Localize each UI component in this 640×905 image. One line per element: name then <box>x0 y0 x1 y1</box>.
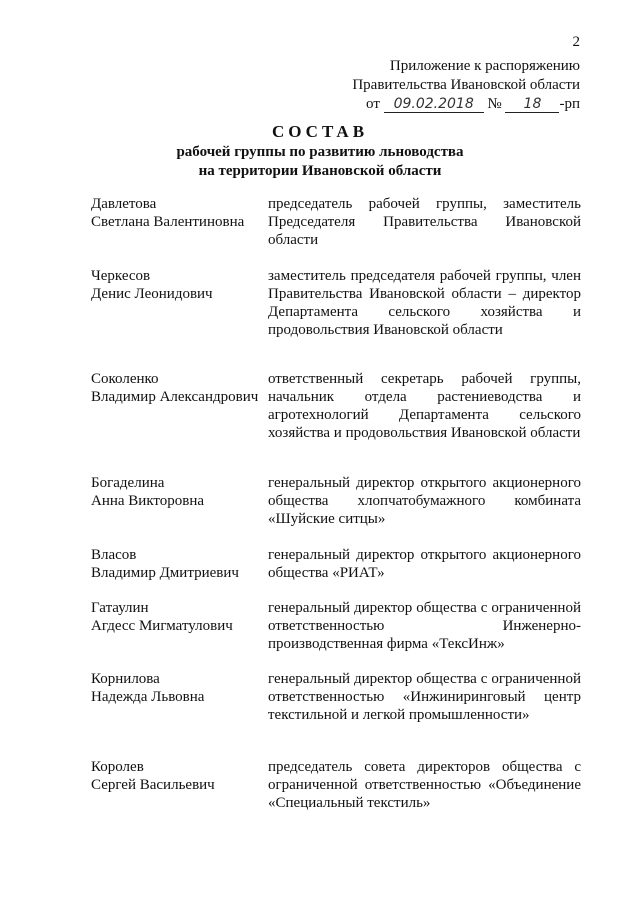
date-prefix: от <box>366 96 380 112</box>
appendix-date-line <box>280 95 580 114</box>
member-entry <box>91 474 581 546</box>
subtitle-line-1: рабочей группы по развитию льноводства <box>176 144 464 160</box>
member-given-names: Светлана Валентиновна <box>91 214 245 230</box>
member-entry <box>91 195 581 267</box>
member-surname: Богаделина <box>91 475 165 491</box>
member-name <box>91 758 268 818</box>
appendix-line-2: Правительства Ивановской области <box>352 77 580 93</box>
member-name <box>91 370 268 474</box>
member-entry <box>91 546 581 599</box>
member-given-names: Владимир Александрович <box>91 389 259 405</box>
number-prefix: № <box>487 96 502 112</box>
member-role: председатель рабочей группы, заместитель Председателя Правительства Ивановской области <box>268 196 581 248</box>
member-given-names: Сергей Васильевич <box>91 777 215 793</box>
member-surname: Королев <box>91 759 144 775</box>
subtitle-line-2: на территории Ивановской области <box>198 163 442 179</box>
member-surname: Гатаулин <box>91 600 149 616</box>
member-given-names: Владимир Дмитриевич <box>91 565 239 581</box>
member-surname: Соколенко <box>91 371 159 387</box>
member-list <box>91 195 581 818</box>
member-surname: Черкесов <box>91 268 151 284</box>
member-role: заместитель председателя рабочей группы, член Правительства Ивановской области – директор Департамента сельского хозяйства и продовольствия Ивановской области <box>268 268 581 338</box>
member-role: генеральный директор общества с ограниченной ответственностью Инженерно-производственная фирма «ТексИнж» <box>268 600 581 652</box>
member-role: генеральный директор открытого акционерного общества «РИАТ» <box>268 547 581 581</box>
appendix-line-1: Приложение к распоряжению <box>389 58 580 74</box>
document-subtitle <box>0 143 640 181</box>
member-role: генеральный директор открытого акционерного общества хлопчатобумажного комбината «Шуйские ситцы» <box>268 475 581 527</box>
member-given-names: Агдесс Мигматулович <box>91 618 233 634</box>
handwritten-number: 18 <box>505 96 559 113</box>
member-name <box>91 670 268 758</box>
page-number: 2 <box>572 34 580 50</box>
member-given-names: Надежда Львовна <box>91 689 205 705</box>
member-surname: Власов <box>91 547 137 563</box>
member-name <box>91 267 268 370</box>
number-suffix: -рп <box>559 96 580 112</box>
member-role: председатель совета директоров общества с ограниченной ответственностью «Объединение «Специальный текстиль» <box>268 759 581 811</box>
member-name <box>91 546 268 599</box>
member-given-names: Анна Викторовна <box>91 493 205 509</box>
member-name <box>91 474 268 546</box>
member-surname: Давлетова <box>91 196 157 212</box>
member-role: генеральный директор общества с ограниченной ответственностью «Инжиниринговый центр текстильной и легкой промышленности» <box>268 671 581 723</box>
member-entry <box>91 267 581 370</box>
member-entry <box>91 599 581 670</box>
member-name <box>91 599 268 670</box>
member-entry <box>91 370 581 474</box>
handwritten-date: 09.02.2018 <box>384 96 484 113</box>
member-role: ответственный секретарь рабочей группы, начальник отдела растениеводства и агротехнологий Департамента сельского хозяйства и продовольствия Ивановской области <box>268 371 581 441</box>
member-entry <box>91 758 581 818</box>
member-given-names: Денис Леонидович <box>91 286 213 302</box>
member-surname: Корнилова <box>91 671 160 687</box>
appendix-header <box>280 57 580 114</box>
member-name <box>91 195 268 267</box>
member-entry <box>91 670 581 758</box>
document-title: СОСТАВ <box>271 122 369 141</box>
